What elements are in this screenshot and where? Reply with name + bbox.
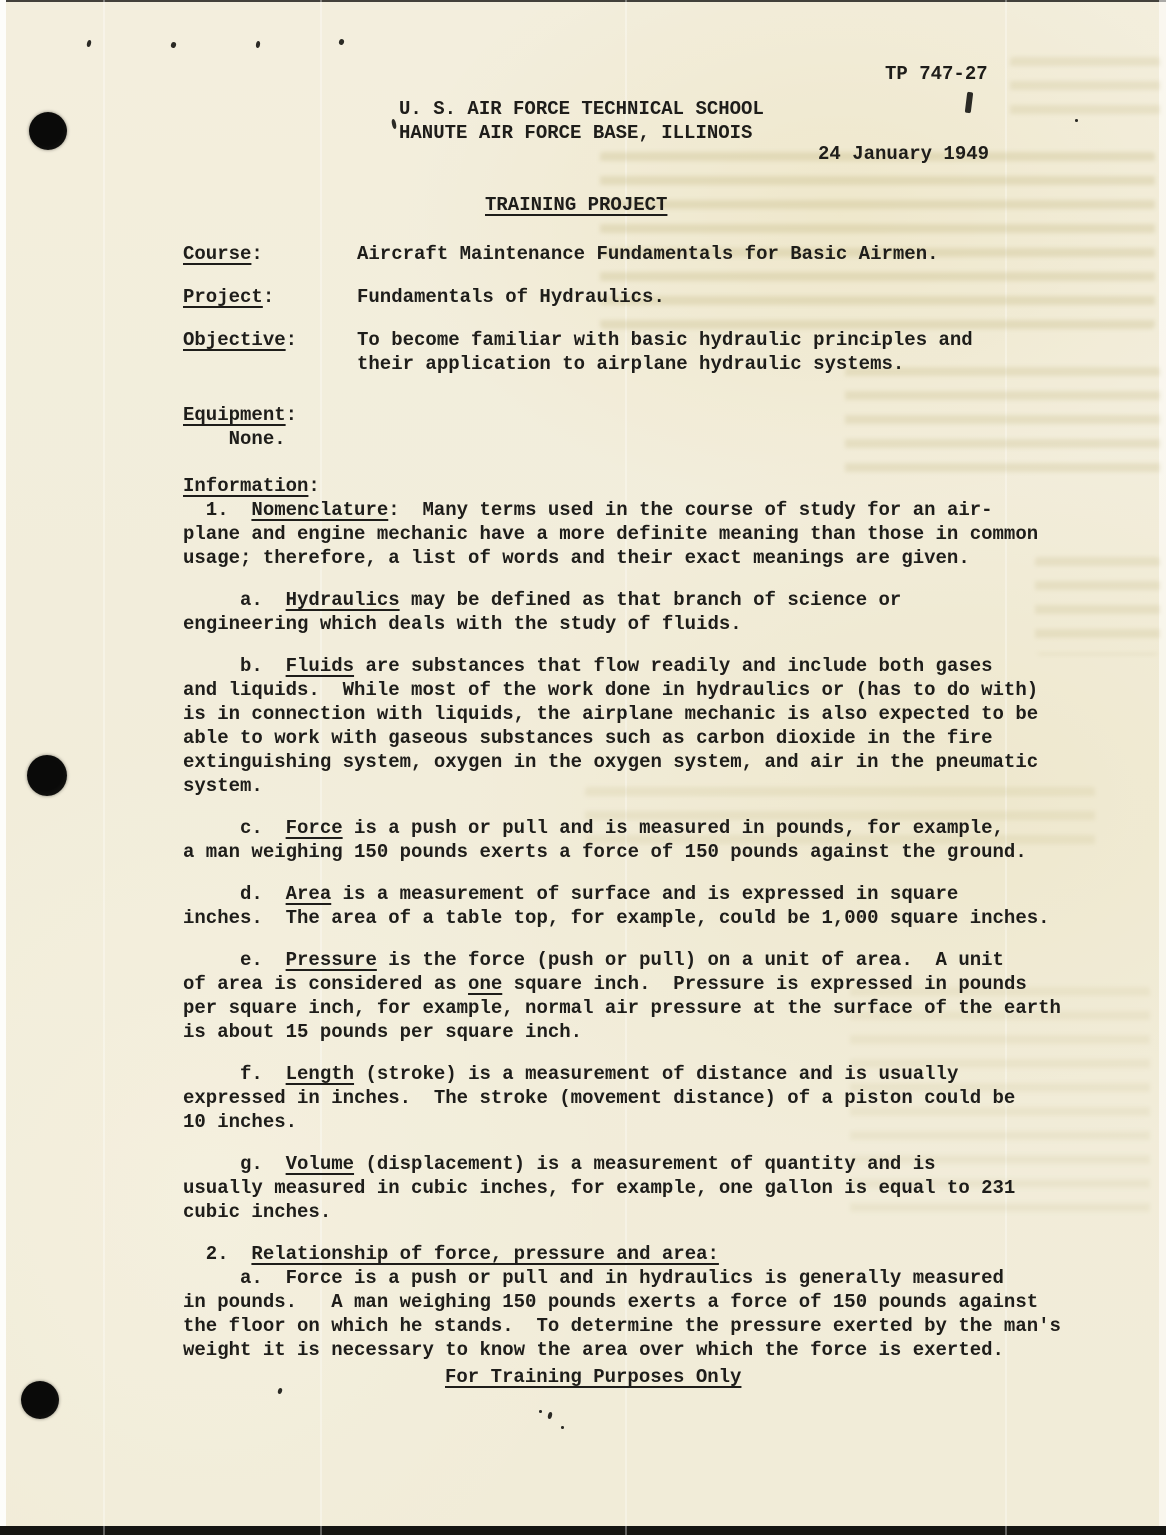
text-line: usually measured in cubic inches, for example, one gallon is equal to 231 [183, 1177, 1016, 1199]
ink-speck [1075, 119, 1078, 122]
text-line: their application to airplane hydraulic systems. [357, 353, 905, 375]
text-line: inches. The area of a table top, for example, could be 1,000 square inches. [183, 907, 1050, 929]
bleedthrough-ghost [845, 365, 1160, 480]
text-line: g. Volume (displacement) is a measurement of quantity and is [183, 1153, 936, 1175]
paragraph [183, 1152, 1113, 1224]
ink-speck [547, 1412, 553, 1420]
text-line: engineering which deals with the study of fluids. [183, 613, 742, 635]
ink-mark [965, 92, 974, 114]
text-line: 2. Relationship of force, pressure and area: [183, 1243, 719, 1265]
field-row [183, 328, 973, 376]
text-line: the floor on which he stands. To determine the pressure exerted by the man's [183, 1315, 1061, 1337]
text-line: weight it is necessary to know the area over which the force is exerted. [183, 1339, 1004, 1361]
text-line: able to work with gaseous substances such as carbon dioxide in the fire [183, 727, 993, 749]
paragraph [183, 474, 1113, 570]
ink-speck [170, 41, 177, 48]
text-line: expressed in inches. The stroke (movement distance) of a piston could be [183, 1087, 1016, 1109]
text-line: d. Area is a measurement of surface and is expressed in square [183, 883, 959, 905]
text-line: a. Hydraulics may be defined as that branch of science or [183, 589, 902, 611]
text-line: e. Pressure is the force (push or pull) on a unit of area. A unit [183, 949, 1004, 971]
paragraph [183, 1062, 1113, 1134]
text-line: in pounds. A man weighing 150 pounds exerts a force of 150 pounds against [183, 1291, 1039, 1313]
field-label: Course: [183, 243, 263, 265]
text-line: Information: [183, 475, 320, 497]
scan-top-edge [6, 0, 1166, 2]
text-line: plane and engine mechanic have a more definite meaning than those in common [183, 523, 1039, 545]
punch-hole-middle [27, 755, 67, 796]
paragraph [183, 882, 1113, 930]
text-line: cubic inches. [183, 1201, 332, 1223]
document-number: TP 747-27 [885, 63, 988, 85]
text-line: Fundamentals of Hydraulics. [357, 286, 665, 308]
footer-notice [445, 1365, 741, 1389]
text-line: a. Force is a push or pull and in hydraulics is generally measured [183, 1267, 1004, 1289]
paragraph [183, 948, 1113, 1044]
text-line: per square inch, for example, normal air pressure at the surface of the earth [183, 997, 1061, 1019]
scan-streak [103, 0, 105, 1535]
punch-hole-bottom [21, 1381, 59, 1419]
text-line: 1. Nomenclature: Many terms used in the course of study for an air- [183, 499, 993, 521]
field-value [357, 242, 939, 266]
ink-speck [277, 1387, 283, 1394]
paragraph [183, 1242, 1113, 1362]
text-line: usage; therefore, a list of words and their exact meanings are given. [183, 547, 970, 569]
header-fields [183, 242, 973, 376]
equipment-section [183, 403, 297, 451]
ink-speck [561, 1426, 564, 1429]
field-row [183, 242, 973, 266]
field-value [357, 285, 665, 309]
document-title-text: TRAINING PROJECT [485, 194, 668, 216]
ink-speck [539, 1410, 542, 1413]
bleedthrough-ghost [1010, 55, 1160, 125]
scan-left-edge [0, 0, 6, 1535]
paragraph [183, 816, 1113, 864]
text-line: a man weighing 150 pounds exerts a force of 150 pounds against the ground. [183, 841, 1027, 863]
text-line: of area is considered as one square inch. Pressure is expressed in pounds [183, 973, 1027, 995]
text-line: and liquids. While most of the work done in hydraulics or (has to do with) [183, 679, 1039, 701]
paragraph [183, 588, 1113, 636]
field-value [357, 328, 973, 376]
text-line: 10 inches. [183, 1111, 298, 1133]
ink-speck [338, 38, 345, 45]
school-name-line1: U. S. AIR FORCE TECHNICAL SCHOOL [399, 98, 764, 120]
punch-hole-top [29, 112, 67, 150]
field-label: Objective: [183, 329, 298, 351]
text-line: Equipment: [183, 404, 298, 426]
scan-right-edge [1159, 0, 1166, 1535]
ink-speck [86, 40, 92, 48]
document-date: 24 January 1949 [818, 143, 990, 165]
school-name-line2: HANUTE AIR FORCE BASE, ILLINOIS [399, 122, 753, 144]
text-line: c. Force is a push or pull and is measured in pounds, for example, [183, 817, 1004, 839]
text-line: Aircraft Maintenance Fundamentals for Basic Airmen. [357, 243, 939, 265]
text-line: is about 15 pounds per square inch. [183, 1021, 583, 1043]
text-line: extinguishing system, oxygen in the oxygen system, and air in the pneumatic [183, 751, 1039, 773]
field-label: Project: [183, 286, 275, 308]
text-line: To become familiar with basic hydraulic principles and [357, 329, 973, 351]
text-line: f. Length (stroke) is a measurement of distance and is usually [183, 1063, 959, 1085]
footer-notice-text: For Training Purposes Only [445, 1366, 742, 1388]
scan-bottom-edge [0, 1526, 1166, 1535]
ink-mark [391, 119, 397, 130]
paragraph [183, 654, 1113, 798]
text-line: is in connection with liquids, the airplane mechanic is also expected to be [183, 703, 1039, 725]
document-title [485, 193, 667, 217]
ink-speck [255, 41, 260, 49]
information-section [183, 474, 1113, 1362]
text-line: b. Fluids are substances that flow readily and include both gases [183, 655, 993, 677]
text-line: None. [183, 428, 286, 450]
field-row [183, 285, 973, 309]
text-line: system. [183, 775, 263, 797]
